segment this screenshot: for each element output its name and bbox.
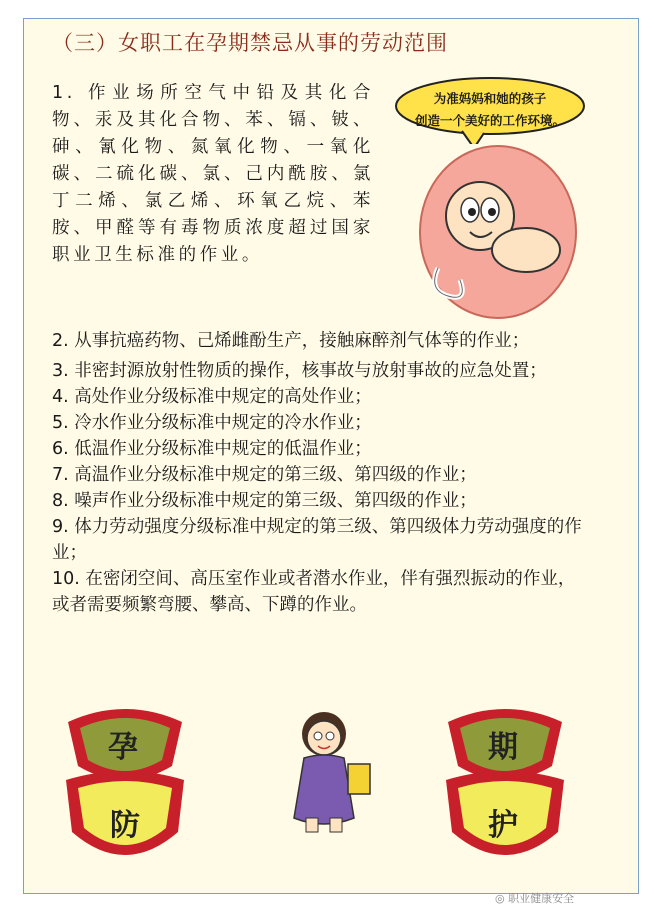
fetus-illustration [408,140,578,320]
hazard-item-6: 6. 低温作业分级标准中规定的低温作业； [52,439,372,459]
hazard-item-1: 1. 作业场所空气中铅及其化合物、汞及其化合物、苯、镉、铍、砷、氰化物、氮氧化物、一氧化碳、二硫化碳、氯、己内酰胺、氯丁二烯、氯乙烯、环氧乙烷、苯胺、甲醛等有毒物质浓度超过国家职业卫生标准的作业。 [52,83,374,265]
shield-char-hu: 护 [488,808,518,843]
bubble-line-1: 为准妈妈和她的孩子 [433,91,547,106]
hazard-item-4: 4. 高处作业分级标准中规定的高处作业； [52,387,372,407]
hazard-item-8: 8. 噪声作业分级标准中规定的第三级、第四级的作业； [52,491,477,511]
hazard-item-3: 3. 非密封源放射性物质的操作，核事故与放射事故的应急处置； [52,361,547,381]
hazard-list [52,328,592,618]
hazard-item-5: 5. 冷水作业分级标准中规定的冷水作业； [52,413,372,433]
hazard-item-10: 10. 在密闭空间、高压室作业或者潜水作业，伴有强烈振动的作业，或者需要频繁弯腰、攀高、下蹲的作业。 [52,569,576,615]
mother-illustration [262,706,392,836]
shield-char-qi: 期 [488,730,518,765]
section-title: （三）女职工在孕期禁忌从事的劳动范围 [52,31,448,55]
bubble-text [410,88,570,132]
watermark: ◎ 职业健康安全 [495,892,575,905]
hazard-item-7: 7. 高温作业分级标准中规定的第三级、第四级的作业； [52,465,477,485]
bubble-line-2: 创造一个美好的工作环境。 [414,113,565,128]
shield-char-yun: 孕 [108,730,138,765]
hazard-item-2: 2. 从事抗癌药物、己烯雌酚生产，接触麻醉剂气体等的作业； [52,331,530,351]
hazard-item-9: 9. 体力劳动强度分级标准中规定的第三级、第四级体力劳动强度的作业； [52,517,582,563]
shield-char-fang: 防 [110,808,140,843]
